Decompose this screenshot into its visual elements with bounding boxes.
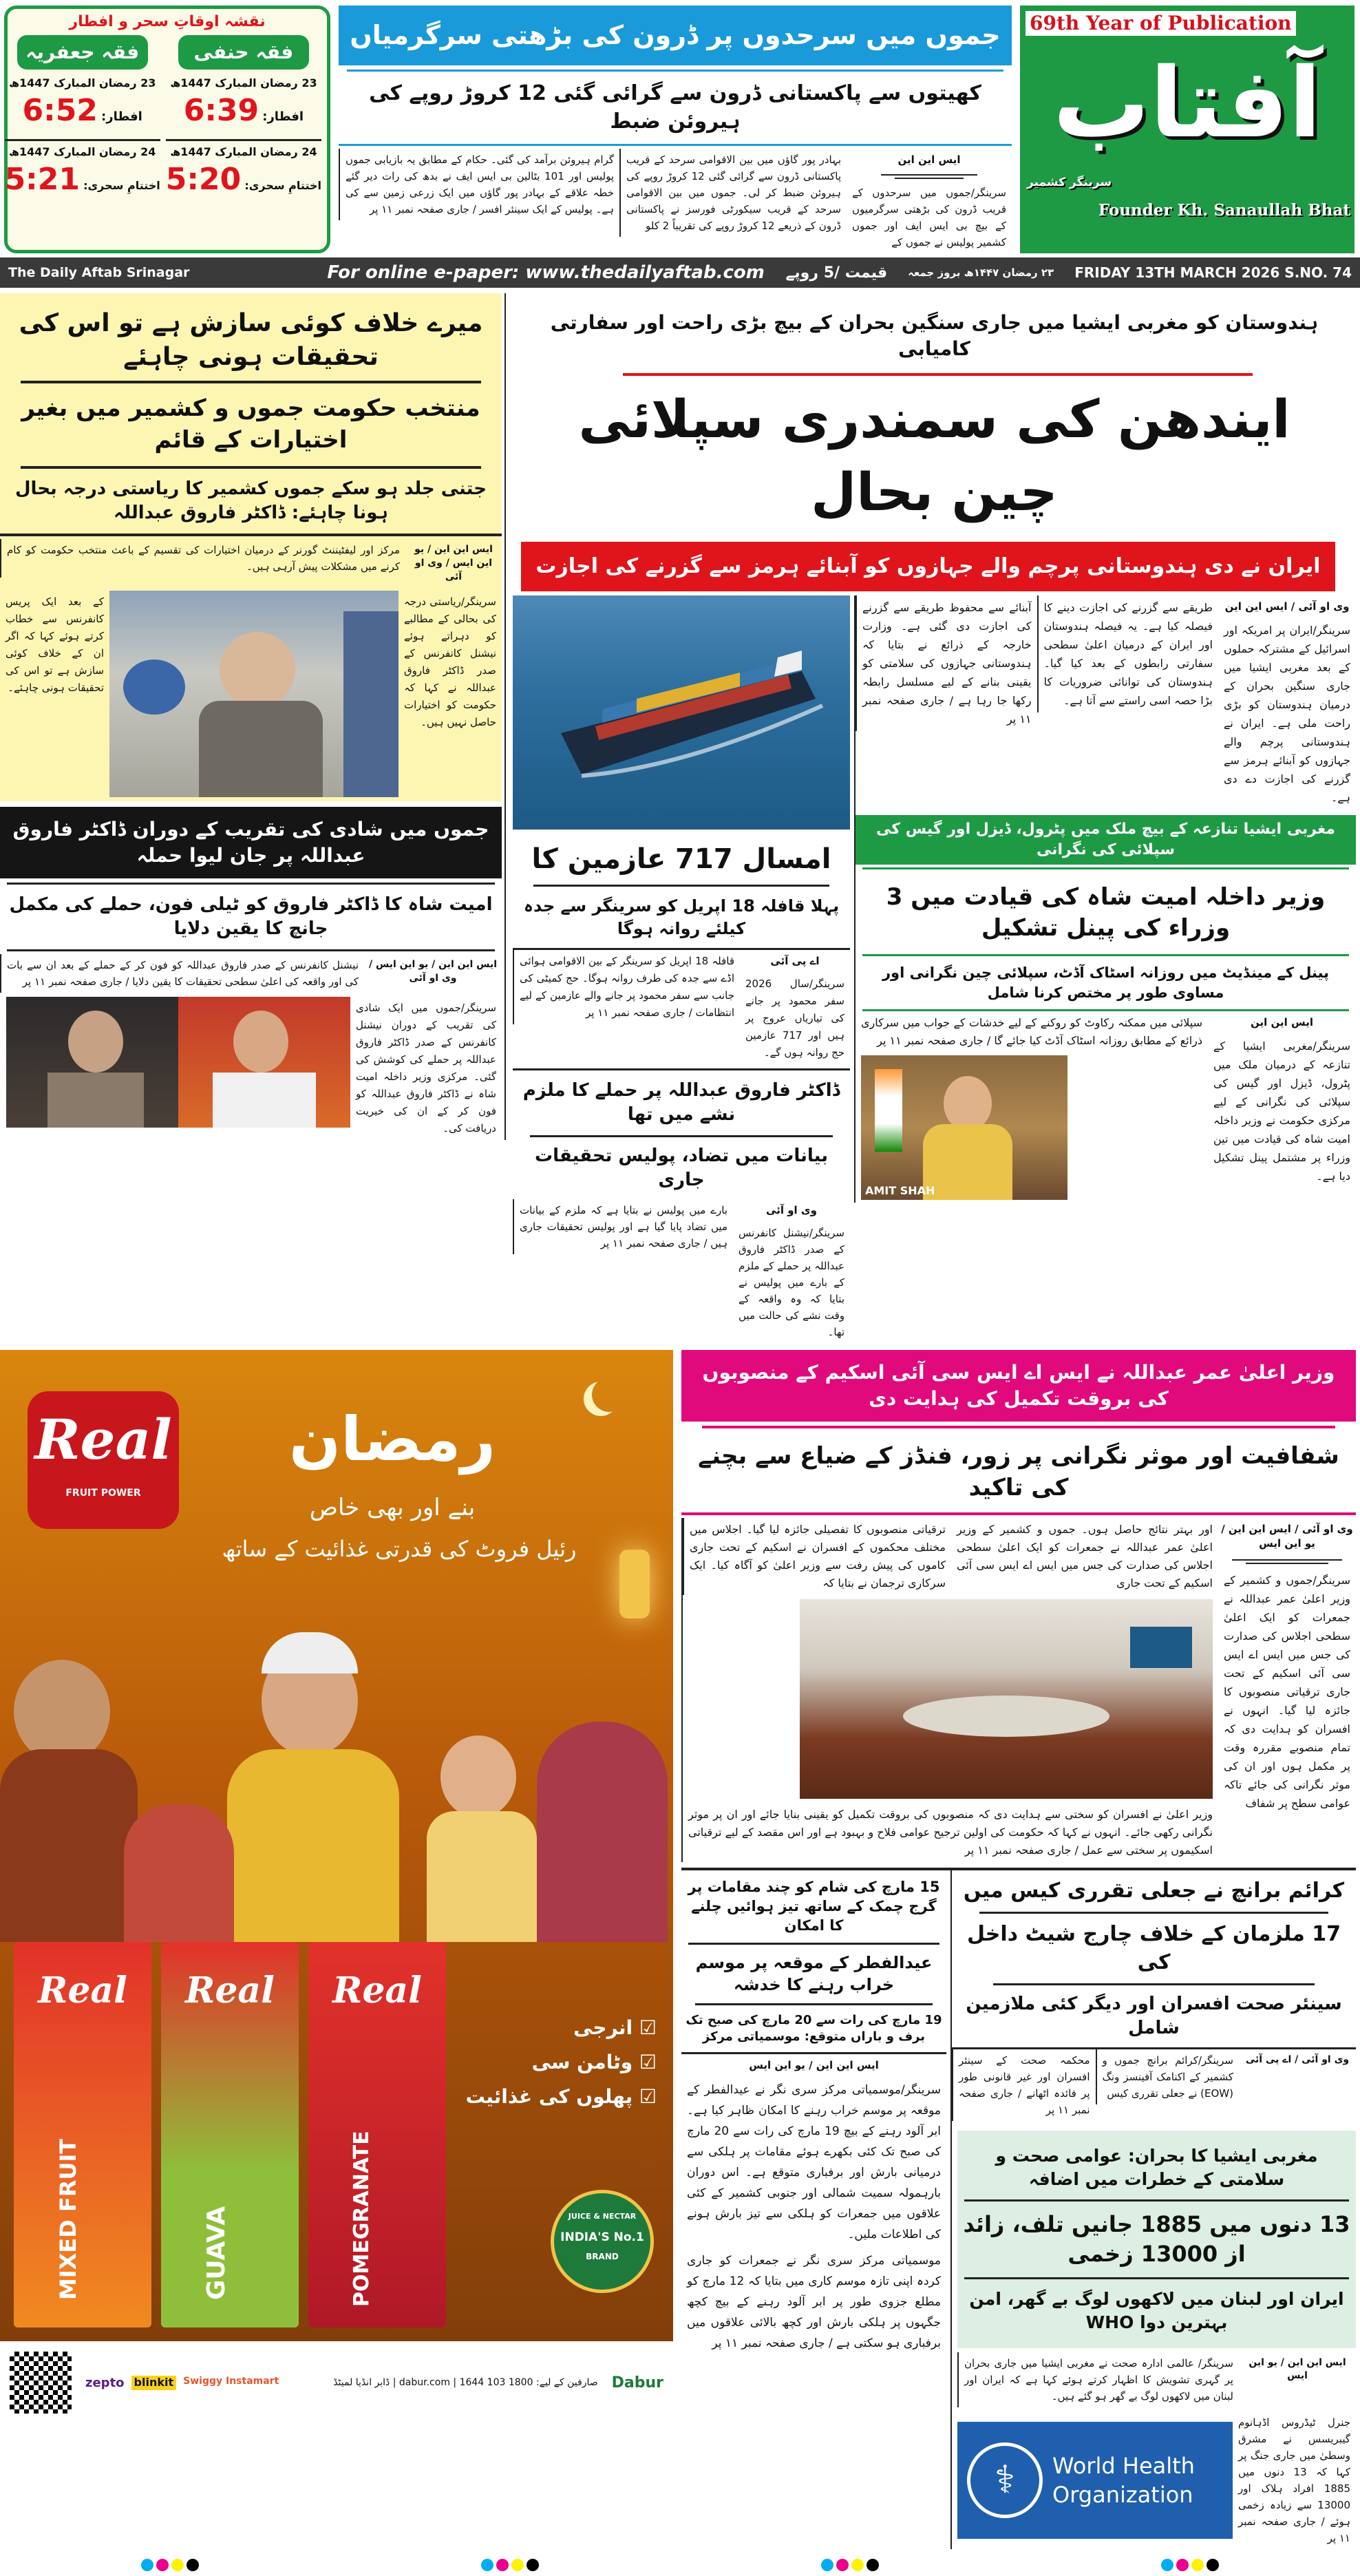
pack-flavor: POMEGRANATE [350,2131,374,2308]
cm-col-main [681,1518,1218,1862]
who-logo [957,2422,1233,2539]
body-text: سرینگر/نیشنل کانفرنس کے صدر ڈاکٹر فاروق عبداللہ پر حملے کے ملزم کے بارے میں پولیس نے بتایا کہ وہ واقعہ کے وقت نشے کی حالت میں تھا۔ [739,1227,844,1339]
body-text: سرینگر/جموں میں سرحدوں کے قریب ڈرون کی بڑھتی سرگرمیوں کے بیچ بی ایس ایف اور جموں کشمیر پولیس نے جموں کے [852,187,1006,249]
real-logo [28,1391,179,1529]
body-text: وزیر اعلیٰ نے افسران کو سختی سے ہدایت دی کہ منصوبوں کی بروقت تکمیل کو یقینی بنایا جائے اور ان پر موثر نگرانی رکھی جائے۔ انہوں نے کہا کہ حکومت کی اولین ترجیح عوامی فلاح و بہبود ہے اور اس مقصد کے لیے ترقیاتی اسکیموں پر سختی سے عمل / جاری صفحہ نمبر ۱۱ پر [688,1807,1213,1857]
ship-illustration [513,595,850,830]
dateline: وی او آئی / ایس این این [1224,600,1350,613]
qr-code-icon [10,2352,72,2414]
body-text: سرینگر/کرائم برانچ جموں و کشمیر کے اکنامک آفینسز ونگ (EOW) نے جعلی تقرری کیس [1096,2049,1240,2104]
fiqh-jafaria-label: فقہ جعفریہ [17,35,148,70]
ad-footer-text: صارفین کے لیے: 1800 103 1644 | dabur.com | ڈابر انڈیا لمیٹڈ [333,2377,598,2389]
benefit-label: پھلوں کی غذائیت [465,2085,633,2109]
urdu-date: ۲۳ رمضان ۱۴۴۷ھ بروز جمعہ [908,266,1054,279]
sehri-label: اختتامِ سحری: [83,179,160,192]
body-text: کے بعد ایک پریس کانفرنس سے خطاب کرتے ہوئے کہا کہ اگر ان کے خلاف کوئی سازش ہے تو اس کی تحقیقات ہونی چاہئے۔ [6,595,104,695]
crime-headline-2: 17 ملزمان کے خلاف چارج شیٹ داخل کی [967,1922,1341,1974]
attack-headline: جموں میں شادی کی تقریب کے دوران ڈاکٹر فاروق عبداللہ پر جان لیوا حملہ [0,807,502,878]
dabur-logo: Dabur [611,2374,663,2392]
pack-brand: Real [332,1970,422,2012]
dateline: اے پی آئی [770,954,820,967]
body-text: موسمیاتی مرکز سری نگر نے جمعرات کو جاری کردہ اپنی تازہ موسم کاری میں بتایا کہ 12 مارچ کو مطلع جزوی طور پر ابر آلود رہنے کے بیچ کچھ جگہوں پر ہلکی بارش اور کچھ بالائی علاقوں میں برفباری ہو سکتی ہے / جاری صفحہ نمبر ۱۱ پر [687,2254,941,2351]
epaper-link[interactable]: For online e-paper: www.thedailyaftab.com [327,262,765,284]
benefit-item: ☑ انرجی [573,2016,657,2040]
lantern-icon [619,1550,650,1618]
cm-story [681,1350,1356,1861]
accused-subhead: بیانات میں تضاد، پولیس تحقیقات جاری [534,1146,829,1191]
fuel-green-bar: مغربی ایشیا تنازعہ کے بیچ ملک میں پٹرول، ڈیزل اور گیس کی سپلائی کی نگرانی [856,815,1356,864]
dateline: ایس این این / یو این ایس [1249,2356,1346,2382]
prayer-box-title: نقشہ اوقاتِ سحر و افطار [69,13,266,30]
weather-headline-3: 19 مارچ کی رات سے 20 مارچ کی صبح تک برف و باراں متوقع: موسمیاتی مرکز [686,2012,942,2044]
pack-brand: Real [38,1970,127,2012]
body-text: سرینگر/ایران پر امریکہ اور اسرائیل کے مشترکہ حملوں کے بعد مغربی ایشیا میں جاری سنگین بحران کے درمیان ہندوستان کو بڑی راحت ملی ہے۔ ایران نے ہندوستانی پرچم والے جہازوں کو آبنائے ہرمز سے گزرنے کی اجازت دے دی ہے۔ [1224,624,1350,805]
weather-story [681,1870,946,2356]
body-text: بہادر پور گاؤں میں بین الاقوامی سرحد کے قریب پاکستانی ڈرون سے گرائی گئی 12 کروڑ روپے کی ہیروئن ضبط کر لی۔ جموں میں بین الاقوامی سرحد کے قریب سیکورٹی فورسز نے پاکستانی ڈرون کے ذریعے 12 کروڑ روپے کی تقریباً 2 کلو [619,149,847,237]
who-headline-1: مغربی ایشیا کا بحران: عوامی صحت و سلامتی کے خطرات میں اضافہ [995,2146,1318,2190]
juice-pack-pomegranate [308,1942,446,2327]
partner-logo: Swiggy Instamart [183,2375,279,2387]
farooq-press-photo [109,591,399,797]
main-story-columns [856,595,1356,810]
partner-logos [85,2376,279,2390]
attack-main-story [0,807,502,1140]
farooq-statement-box [0,293,502,801]
body-text: سرینگر/جموں و کشمیر کے وزیر اعلیٰ عمر عبداللہ نے جمعرات کو ایک اعلیٰ سطحی اجلاس کی صدارت کی جس میں ایس اے ایس سی آئی اسکیم کے تحت جاری ترقیاتی منصوبوں کا جائزہ لیا گیا۔ انہوں نے افسران کو ہدایت دی کہ تمام منصوبے مقررہ وقت پر مکمل ہوں اور ان کی موثر نگرانی کی جائے تاکہ عوامی سطح پر شفاف [1224,1573,1350,1810]
body-text: نیشنل کانفرنس کے صدر فاروق عبداللہ کو فون کر کے حملے کے بعد ان سے بات کی اور واقعہ کی اعلیٰ سطحی تحقیقات کا یقین دلایا / جاری صفحہ نمبر ۱۱ پر [0,954,364,993]
sehri-row [166,160,321,205]
jafaria-sehri-time: 5:21 [4,162,81,197]
dateline: ایس این این [1251,1016,1313,1029]
dateline: ایس این این / یو این ایس / وی او آئی [368,959,498,984]
body-text: جنرل ٹیڈروس اڈہانوم گیبریسس نے مشرق وسطیٰ میں جاری جنگ پر کہا کہ 13 دنوں میں 1885 افراد ہلاک اور 13000 سے زیادہ زخمی ہوئے / جاری صفحہ نمبر ۱۱ پر [1238,2416,1351,2544]
partner-logo: zepto [85,2375,125,2390]
crime-branch-story [952,1870,1356,2122]
juice-pack-mixed-fruit [14,1942,151,2327]
cm-col-1 [1218,1518,1356,1815]
iftar-row [5,92,160,136]
who-headline-2: 13 دنوں میں 1885 جانیں تلف، زائد از 13000 زخمی [963,2210,1350,2268]
date-tomorrow: 24 رمضان المبارک 1447ھ [170,145,317,158]
dateline: وی او آئی [766,1204,817,1217]
hanafi-iftar-time: 6:39 [183,93,259,128]
ad-line-2: رئیل فروٹ کی قدرتی غذائیت کے ساتھ [222,1536,577,1563]
hajj-subhead: پہلا قافلہ 18 اپریل کو سرینگر سے جدہ کیلئے روانہ ہوگا [523,896,840,938]
hanafi-column [163,35,324,205]
dateline: ایس این این / یو این ایس [749,2059,879,2072]
headline: منتخب حکومت جموں و کشمیر میں بغیر اختیارات کے قائم [21,394,480,454]
cargo-ship-photo [513,595,850,830]
brand-sub: FRUIT POWER [65,1488,141,1499]
sehri-row [5,160,160,205]
dateline: ایس این این [897,154,961,167]
body-text: قافلہ 18 اپریل کو سرینگر کے بین الاقوامی ہوائی اڈے سے جدہ کی طرف روانہ ہوگا۔ حج کمیٹی کی جانب سے سفر محمود پر جانے والے عازمین کے لیے انتظامات / جاری صفحہ نمبر ۱۱ پر [513,950,740,1024]
iftar-label: افطار: [101,109,142,124]
ad-benefits [466,2011,657,2114]
headline: جتنی جلد ہو سکے جموں کشمیر کا ریاستی درجہ بحال ہونا چاہئے: ڈاکٹر فاروق عبداللہ [15,478,487,524]
jafaria-iftar-time: 6:52 [22,93,98,128]
accused-headline: ڈاکٹر فاروق عبداللہ پر حملے کا ملزم نشے میں تھا [522,1079,840,1126]
no1-badge [551,2190,654,2293]
jafaria-column [2,35,163,205]
family-scene [0,1639,673,1942]
juice-packs [14,1942,446,2327]
body-text: سرینگر/ریاستی درجہ کی بحالی کے مطالبے کو دہراتے ہوئے نیشنل کانفرنس کے صدر ڈاکٹر فاروق عبداللہ نے کہا کہ حکومت کو اختیارات حاصل نہیں ہیں۔ [404,595,496,729]
pack-flavor: MIXED FRUIT [55,2139,81,2301]
partner-logo: blinkit [131,2376,177,2390]
dateline: ایس این این / یو این ایس / وی او آئی [414,544,493,582]
hajj-story [513,834,850,1064]
weather-headline-2: عیدالفطر کے موقعہ پر موسم خراب رہنے کا خدشہ [695,1952,933,1995]
header [0,0,1360,257]
date-tomorrow: 24 رمضان المبارک 1447ھ [8,145,156,158]
top-headline: کھیتوں سے پاکستانی ڈرون سے گرائی گئی 12 کروڑ روپے کی ہیروئن ضبط [369,81,981,134]
who-headline-box [957,2131,1356,2347]
real-juice-ad [0,1350,673,2424]
pack-brand: Real [185,1970,275,2012]
year-of-publication: 69th Year of Publication [1026,11,1296,36]
body-text: سرینگر/موسمیاتی مرکز سری نگر نے عیدالفطر کے موقعہ پر موسم خراب رہنے کا امکان ظاہر کیا ہے۔ ابر آلود رہنے کے بیچ 19 مارچ کی رات سے 20 مارچ کی صبح تک کئی بکھرے ہوئے مقامات پر ہلکی سے درمیانی بارش اور برفباری متوقع ہے۔ اس دوران بارہمولہ سمیت شمالی اور جنوبی کشمیر کے کئی علاقوں میں جمعرات کو ہلکی سے تیز بارش ہونے کی اطلاعات ملیں۔ [687,2083,941,2242]
benefit-label: وٹامن سی [531,2051,633,2074]
fuel-headline: وزیر داخلہ امیت شاہ کی قیادت میں 3 وزراء کی پینل تشکیل [886,883,1326,942]
accused-col-1 [733,1199,850,1343]
badge-bottom: BRAND [586,2252,619,2262]
fuel-story [856,815,1356,1203]
top-story [339,6,1012,253]
benefit-item: ☑ وٹامن سی [531,2051,657,2074]
masthead [1020,6,1354,253]
paper-name: The Daily Aftab Srinagar [8,265,190,281]
hajj-col-1 [740,950,850,1064]
amit-shah-farooq-phone-photo [6,997,350,1128]
ad-line-1: بنے اور بھی خاص [309,1494,476,1522]
benefit-label: انرجی [573,2016,633,2040]
fuel-col-2 [856,1011,1208,1203]
main-col-1 [1218,595,1356,810]
body-text: گرام ہیروئن برآمد کی گئی۔ حکام کے مطابق یہ بازیابی جموں پولیس اور 101 بٹالین بی ایس ایف نے بدھ کی رات دیر گئے خطہ علاقے کے بہادر پور گاؤں میں ایک زرعی زمین سے کی ہے۔ پولیس کے ایک سینئر افسر / جاری صفحہ نمبر ۱۱ پر [339,149,619,220]
crescent-moon-icon [592,1377,626,1412]
main-red-bar: ایران نے دی ہندوستانی پرچم والے جہازوں کو آبنائے ہرمز سے گزرنے کی اجازت [521,542,1335,592]
badge-main: INDIA'S No.1 [560,2230,644,2245]
date-today: 23 رمضان المبارک 1447ھ [170,76,317,89]
who-story [952,2131,1356,2548]
cm-meeting-photo [800,1599,1213,1799]
brand-name: Real [34,1407,172,1472]
iftar-row [166,92,321,136]
body-text: سرینگر/مغربی ایشیا کے تنازعہ کے درمیان ملک میں پٹرول، ڈیزل اور گیس کی سپلائی کی نگرانی کے لیے مرکزی حکومت نے وزیر داخلہ امیت شاہ کی قیادت میں تین وزراء پر مشتمل پینل تشکیل دیا ہے۔ [1213,1039,1350,1183]
body-text: بارے میں پولیس نے بتایا ہے کہ ملزم کے بیانات میں تضاد پایا گیا ہے اور پولیس تحقیقات جاری ہیں / جاری صفحہ نمبر ۱۱ پر [513,1199,733,1254]
print-color-marks [0,2555,1360,2576]
cm-headline: شفافیت اور موثر نگرانی پر زور، فنڈز کے ضیاع سے بچنے کی تاکید [698,1442,1339,1501]
aftab-logo: آفتاب [1052,47,1322,160]
who-logo-text: World Health [1052,2452,1195,2479]
body-text: طریقے سے گزرنے کی اجازت دینے کا فیصلہ کیا ہے۔ یہ فیصلہ ہندوستان اور ایران کے درمیان اعلیٰ سطحی سفارتی رابطوں کے بعد کیا گیا۔ ہندوستان کی توانائی ضروریات کا بڑا حصہ اسی راستے سے آتا ہے۔ [1037,595,1219,712]
who-headline-3: ایران اور لبنان میں لاکھوں لوگ بے گھر، امن بہترین دوا WHO [969,2289,1344,2333]
logo-tagline: سرینگر کشمیر [1027,176,1112,189]
top-col-1 [847,149,1012,253]
ad-title: رمضان [288,1404,496,1475]
main-story [513,293,1356,595]
headline: میرے خلاف کوئی سازش ہے تو اس کی تحقیقات ہونی چاہئے [19,309,483,371]
amit-shah-photo [861,1055,1067,1200]
photo-caption: AMIT SHAH [865,1184,935,1198]
hanafi-sehri-time: 5:20 [165,162,242,197]
badge-top: JUICE & NECTAR [568,2212,637,2221]
founder: Founder Kh. Sanaullah Bhat [1098,201,1350,220]
body-text: مرکز اور لیفٹیننٹ گورنر کے درمیان اختیارات کی تقسیم کے باعث منتخب حکومت کو کام کرنے میں مشکلات پیش آرہی ہیں۔ [0,539,405,578]
crime-headline-1: کرائم برانچ نے جعلی تقرری کیس میں [963,1878,1345,1903]
top-banner: جموں میں سرحدوں پر ڈرون کی بڑھتی سرگرمیاں [339,6,1012,65]
body-text: محکمہ صحت کے سینئر افسران اور غیر قانونی طور پر فائدہ اٹھانے / جاری صفحہ نمبر ۱۱ پر [952,2049,1096,2121]
crime-headline-3: سینئر صحت افسران اور دیگر کئی ملازمین شامل [966,1994,1342,2039]
date-today: 23 رمضان المبارک 1447ھ [8,76,156,89]
fiqh-hanafi-label: فقہ حنفی [178,35,309,70]
main-headline: ایندھن کی سمندری سپلائی چین بحال [578,388,1290,523]
body-text: سپلائی میں ممکنہ رکاوٹ کو روکنے کے لیے خدشات کے جواب میں سرکاری ذرائع کے مطابق روزانہ اسٹاک آڈٹ کیا جائے گا / جاری صفحہ نمبر ۱۱ پر [861,1016,1202,1048]
hajj-headline: امسال 717 عازمین کا [531,843,831,876]
fuel-subhead: پینل کے مینڈیٹ میں روزانہ اسٹاک آڈٹ، سپلائی چین نگرانی اور مساوی طور پر مختص کرنا شامل [882,964,1330,1001]
fuel-col-1 [1208,1011,1356,1188]
who-logo-text: Organization [1052,2481,1193,2508]
sehri-label: اختتامِ سحری: [244,179,321,192]
juice-pack-guava [161,1942,299,2327]
date-serial: FRIDAY 13TH MARCH 2026 S.NO. 74 [1074,264,1352,282]
body-text: اور بہتر نتائج حاصل ہوں۔ جموں و کشمیر کے وزیر اعلیٰ عمر عبداللہ نے جمعرات کو ایک اعلیٰ سطحی اجلاس کی صدارت کی جس میں ایس اے ایس سی آئی اسکیم کے تحت جاری [957,1522,1213,1590]
body-text: ترقیاتی منصوبوں کا تفصیلی جائزہ لیا گیا۔ اجلاس میں مختلف محکموں کے افسران نے اسکیم کے تحت جاری کاموں کی پیش رفت سے وزیر اعلیٰ کو آگاہ کیا۔ ایک سرکاری ترجمان نے بتایا کہ [683,1518,951,1595]
body-text: سرینگر/سال 2026 سفر محمود پر جانے کی تیاریاں عروج پر ہیں اور 717 عازمین حج روانہ ہوں گے۔ [745,977,844,1059]
benefit-item: ☑ پھلوں کی غذائیت [465,2085,657,2109]
info-strip [0,257,1360,288]
prayer-times-box [4,6,330,253]
who-emblem-icon: ⚕ [967,2442,1043,2518]
price: قیمت /5 روپے [785,264,888,282]
attack-accused-story [513,1068,850,1343]
pack-flavor: GUAVA [202,2206,231,2301]
ad-footer [0,2341,673,2424]
attack-subhead: امیت شاہ کا ڈاکٹر فاروق کو ٹیلی فون، حملے کی مکمل جانچ کا یقین دلایا [9,894,493,939]
main-kicker: ہندوستان کو مغربی ایشیا میں جاری سنگین بحران کے بیچ بڑی راحت اور سفارتی کامیابی [550,311,1319,361]
iftar-label: افطار: [262,109,304,124]
body-text: آبنائے سے محفوظ طریقے سے گزرنے کی اجازت دی گئی ہے۔ وزارت خارجہ کے ذرائع نے بتایا کہ ہندوستانی جہازوں کی سلامتی کو یقینی بنانے کے لیے مسلسل رابطہ رکھا جا رہا ہے / جاری صفحہ نمبر ۱۱ پر [856,595,1037,731]
body-text: سرینگر/ عالمی ادارہ صحت نے مغربی ایشیا میں جاری بحران پر گہری تشویش کا اظہار کرتے ہوئے کہا ہے کہ ایران اور لبنان میں لاکھوں لوگ بے گھر ہو گئے ہیں۔ [957,2352,1239,2407]
dateline: وی او آئی / اے پی آئی [1245,2054,1350,2066]
weather-headline-1: 15 مارچ کی شام کو چند مقامات پر گرج چمک کے ساتھ تیز ہوائیں چلنے کا امکان [688,1878,940,1934]
dateline: وی او آئی / ایس این این / یو این ایس [1221,1522,1353,1550]
body-text: سرینگر/جموں میں ایک شادی کی تقریب کے دوران نیشنل کانفرنس کے صدر ڈاکٹر فاروق عبداللہ پر حملے کی کوشش کی گئی۔ مرکزی وزیر داخلہ امیت شاہ نے ڈاکٹر فاروق عبداللہ کو فون کر کے ان کی خیریت دریافت کی۔ [356,1002,496,1135]
cm-pink-bar: وزیر اعلیٰ عمر عبداللہ نے ایس اے ایس سی آئی اسکیم کے منصوبوں کی بروقت تکمیل کی ہدایت دی [681,1350,1356,1422]
